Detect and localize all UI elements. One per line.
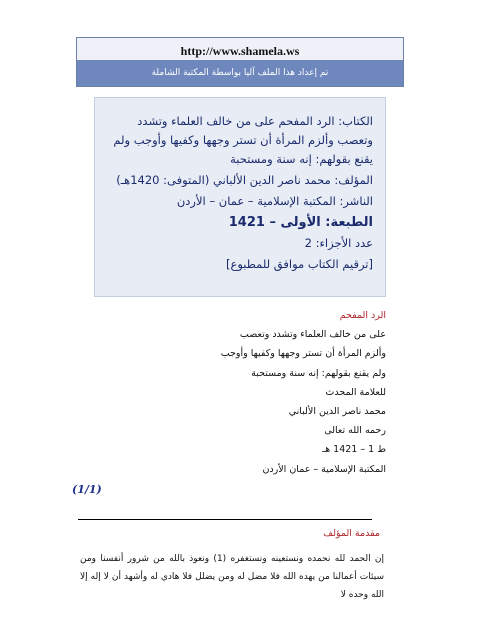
footnote-divider xyxy=(78,519,372,520)
book-info-card xyxy=(94,97,386,297)
body-line: رحمه الله تعالى xyxy=(324,425,386,437)
edition-line: الطبعة: الأولى – 1421 xyxy=(228,215,373,230)
book-heading: الرد المفحم xyxy=(339,310,386,321)
auto-generated-banner: تم إعداد هذا الملف آليا بواسطة المكتبة الشاملة xyxy=(77,60,403,86)
parts-line: عدد الأجزاء: 2 xyxy=(304,236,373,250)
source-header xyxy=(76,37,404,87)
page-number: (1/1) xyxy=(72,483,102,496)
body-line: ط 1 – 1421 هـ xyxy=(322,444,386,456)
intro-paragraph: إن الحمد لله نحمده ونستعينه ونستغفره (1) ونعوذ بالله من شرور أنفسنا ومن سيئات أعمالنا من يهده الله فلا مضل له ومن يضلل فلا هادي له وأشهد أن لا إله إلا الله وحده لا xyxy=(80,554,384,600)
body-line: ولم يقنع بقولهم: إنه سنة ومستحبة xyxy=(251,367,386,379)
body-line: وألزم المرأة أن تستر وجهها وكفيها وأوجب xyxy=(220,348,386,360)
author-line: المؤلف: محمد ناصر الدين الألباني (المتوفى: 1420هـ) xyxy=(116,173,373,187)
numbering-note: [ترقيم الكتاب موافق للمطبوع] xyxy=(225,257,373,271)
body-line: محمد ناصر الدين الألباني xyxy=(288,406,386,418)
source-url[interactable]: http://www.shamela.ws xyxy=(180,44,300,58)
book-title-line: الكتاب: الرد المفحم على من خالف العلماء وتشدد وتعصب وألزم المرأة أن تستر وجهها وكفيها وأوجب ولم يقنع بقولهم: إنه سنة ومستحبة xyxy=(113,114,373,166)
body-line: للعلامة المحدث xyxy=(325,386,386,398)
title-page-text xyxy=(86,306,386,479)
publisher-line: الناشر: المكتبة الإسلامية – عمان – الأردن xyxy=(176,194,373,208)
intro-heading: مقدمة المؤلف xyxy=(323,528,380,539)
body-line: المكتبة الإسلامية – عمان الأردن xyxy=(262,463,386,475)
body-line: على من خالف العلماء وتشدد وتعصب xyxy=(239,329,386,341)
